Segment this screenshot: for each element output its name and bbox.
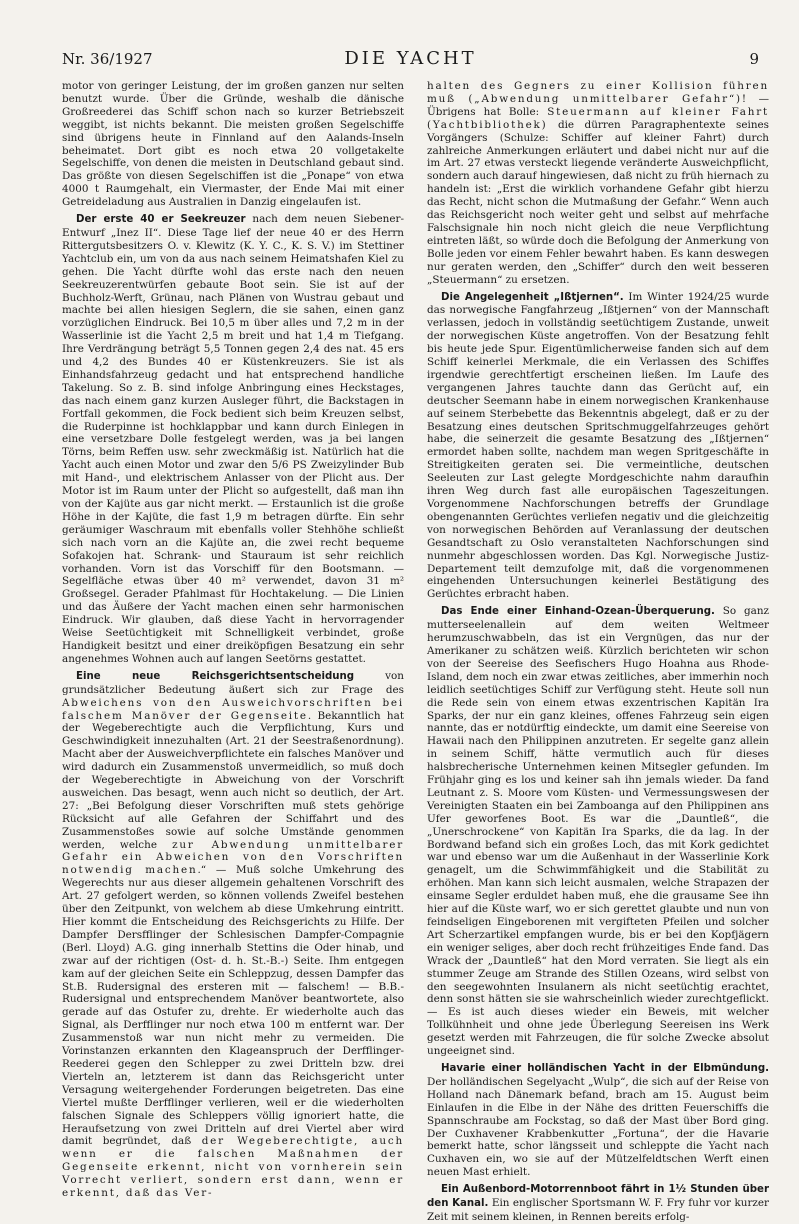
article-heading: Das Ende einer Einhand-Ozean-Überquerung. xyxy=(441,606,715,618)
article-reichsgericht xyxy=(62,670,404,1200)
article-body: Im Winter 1924/25 wurde das norwegische Fangfahrzeug „Ißtjernen“ von der Mannschaft verlassen, jedoch in vollständig seetüchtigem Zustande, unweit der norwegischen Küste angetroffen. Von der Besatzung fehlt bis heute jede Spur. Eigentümlicherweise fanden sich auf dem Schiff keinerlei Merkmale, die ein Verlassen des Schiffes irgendwie gerechtfertigt erscheinen ließen. Im Laufe des vergangenen Jahres tauchte dann das Gerücht auf, ein deutscher Seemann habe in einem norwegischen Krankenhause auf seinem Sterbebette das Bekenntnis abgelegt, daß er zu der Besatzung eines deutschen Spritschmuggelfahrzeuges gehört habe, die seinerzeit die gesamte Besatzung des „Ißtjernen“ ermordet haben sollte, nachdem man wegen Spritgeschäfte in Streitigkeiten geraten sei. Die vermeintliche, deutschen Seeleuten zur Last gelegte Mordgeschichte nahm daraufhin ihren Weg durch fast alle europäischen Tageszeitungen. Vorgenommene Nachforschungen betreffs der Grundlage obengenannten Gerüchtes verliefen negativ und die gleichzeitig von norwegischen Behörden auf Veranlassung der deutschen Gesandtschaft zu Oslo veranstalteten Nachforschungen sind nunmehr abgeschlossen worden. Das Kgl. Norwegische Justiz-Departement teilt demzufolge mit, daß die vorgenommenen eingehenden Untersuchungen keinerlei Bestätigung des Gerüchtes erbracht haben. xyxy=(427,290,769,601)
article-body: Der holländischen Segelyacht „Wulp“, die sich auf der Reise von Holland nach Dänemark befand, brach am 15. August beim Einlaufen in die Elbe in der Nähe des dritten Feuerschiffs die Spannschraube am Fockstag, so daß der Mast über Bord ging. Der Cuxhavener Krabbenkutter „Fortuna“, der die Havarie bemerkt hatte, schor längsseit und schleppte die Yacht nach Cuxhaven ein, wo sie auf der Mützelfeldtschen Werft einen neuen Mast erhielt. xyxy=(427,1075,769,1179)
paragraph-sailing-ships: motor von geringer Leistung, der im großen ganzen nur selten benutzt wurde. Über die Gründe, weshalb die dänische Großreederei das Schiff schon nach so kurzer Betriebszeit weggibt, ist nichts bekannt. Die meisten großen Segelschiffe sind übrigens heute in Finnland auf den Aalands-Inseln beheimatet. Dort gibt es noch etwa 20 vollgetakelte Segelschiffe, von denen die meisten in Deutschland gebaut sind. Das größte von diesen Segelschiffen ist die „Ponape“ von etwa 4000 t Raumgehalt, ein Viermaster, der Ende Mai mit einer Getreideladung aus Australien in Danzig eingelaufen ist. xyxy=(62,80,404,209)
article-isstjernen xyxy=(427,291,769,602)
article-text: von grundsätzlicher Bedeutung äußert sich zur Frage des xyxy=(62,669,404,696)
article-havarie-wulp xyxy=(427,1062,769,1179)
article-40er-seekreuzer xyxy=(62,213,404,666)
right-column xyxy=(427,80,769,1223)
article-body: So ganz mutterseelenallein auf dem weiten Weltmeer herumzuschwabbeln, das ist ein Vergnügen, das nur der Amerikaner zu schätzen weiß. Kürzlich berichteten wir schon von der Seereise des Seefischers Hugo Hoahna aus Rhode-Island, dem noch ein zwar etwas zeitliches, aber immerhin noch leidlich seetüchtiges Schiff zur Verfügung steht. Heute soll nun die Rede sein von einem etwas exzentrischen Kapitän Ira Sparks, der nur ein ganz kleines, offenes Fahrzeug sein eigen nannte, das er notdürftig eindeckte, um damit eine Seereise von Hawaii nach den Philippinen anzutreten. Er segelte ganz allein in seinem Schiff, hätte vermutlich auch für dieses halsbrecherische Unternehmen keinen Mitsegler gefunden. Im Frühjahr ging es los und keiner sah ihn jemals wieder. Da fand Leutnant z. S. Moore vom Küsten- und Vermessungswesen der Vereinigten Staaten ein bei Zamboanga auf den Philippinen ans Ufer geworfenes Boot. Es war die „Dauntleß“, die „Unerschrockene“ von Kapitän Ira Sparks, die da lag. In der Bordwand befand sich ein großes Loch, das mit Kork gedichtet war und ebenso war um die Außenhaut in der Wasserlinie Kork genagelt, um die Schwimmfähigkeit und die Stabilität zu erhöhen. Man kann sich leicht ausmalen, welche Strapazen der einsame Segler erduldet haben muß, ehe die grausame See ihn hier auf die Küste warf, wo er sich gerettet glaubte und nun von feindseligen Eingeborenen mit vergifteten Pfeilen und solcher Art Scherzartikel empfangen wurde, bis er bei den Kopfjägern ein weniger seliges, aber doch recht frühzeitiges Ende fand. Das Wrack der „Dauntleß“ hat den Mord verraten. Sie liegt als ein stummer Zeuge am Strande des Stillen Ozeans, wird selbst von den seegewohnten Insulanern als nicht seetüchtig erachtet, denn sonst hätten sie sie wahrscheinlich wieder zurechtgeflickt. — Es ist auch dieses wieder ein Beweis, mit welcher Tollkühnheit und ohne jede Überlegung Seereisen ins Werk gesetzt werden mit Fahrzeugen, die für solche Zwecke absolut ungeeignet sind. xyxy=(427,605,769,1058)
journal-title: DIE YACHT xyxy=(344,48,477,69)
spaced-emphasis: Abweichens von den Ausweichvorschriften bei falschem Manöver der Gegenseite xyxy=(62,696,404,722)
article-reichsgericht-continued xyxy=(427,80,769,287)
spaced-emphasis: Steuermann auf kleiner Fahrt (Yachtbibliothek) xyxy=(427,105,769,131)
article-heading: Havarie einer holländischen Yacht in der Elbmündung. xyxy=(441,1062,769,1074)
spaced-emphasis: zur Abwendung unmittelbarer Gefahr ein Abweichen von den Vorschriften notwendig machen xyxy=(62,838,404,877)
article-text: . Bekanntlich hat der Wegeberechtigte auch die Verpflichtung, Kurs und Geschwindigkeit innezuhalten (Art. 21 der Seestraßenordnung). Macht aber der Ausweichverpflichtete ein falsches Manöver und wird dadurch ein Zusammenstoß unvermeidlich, so muß doch der Wegeberechtigte in Abweichung von der Vorschrift ausweichen. Das besagt, wenn auch nicht so deutlich, der Art. 27: „Bei Befolgung dieser Vorschriften muß stets gehörige Rücksicht auf alle Gefahren der Schiffahrt und des Zusammenstoßes sowie auf solche Umstände genommen werden, welche xyxy=(62,709,404,851)
spaced-emphasis: halten des Gegners zu einer Kollision führen muß („Abwendung unmittelbarer Gefahr“)! xyxy=(427,80,769,105)
article-heading: Ein Außenbord-Motorrennboot fährt in 1½ Stunden über den Kanal. xyxy=(427,1184,769,1210)
article-text: — Übrigens hat Bolle: xyxy=(427,92,769,118)
article-text: .“ — Muß solche Umkehrung des Wegerechts nur aus dieser allgemein gehaltenen Vorschrift des Art. 27 gefolgert werden, so können vollends Zweifel bestehen über den Zeitpunkt, von welchem ab diese Umkehrung eintritt. Hier kommt die Entscheidung des Reichsgerichts zu Hilfe. Der Dampfer Dersfflinger der Schlesischen Dampfer-Compagnie (Berl. Lloyd) A.G. ging innerhalb Stettins die Oder hinab, und zwar auf der richtigen (Ost- d. h. St.-B.-) Seite. Ihm entgegen kam auf der gleichen Seite ein Schleppzug, dessen Dampfer das St.B. Rudersignal des ersteren mit — falschem! — B.B.-Rudersignal und entsprechendem Manöver beantwortete, also gerade auf das Ostufer zu, drehte. Er wiederholte auch das Signal, als Derfflinger nur noch etwa 100 m entfernt war. Der Zusammenstoß war nun nicht mehr zu vermeiden. Die Vorinstanzen erkannten den Klageanspruch der Derfflinger-Reederei gegen den Schlepper zu zwei Dritteln bzw. drei Vierteln an, letzterem ist dann das Reichsgericht unter Versagung weitergehender Forderungen beigetreten. Das eine Viertel mußte Derfflinger verlieren, weil er die wiederholten falschen Signale des Schleppers völlig ignoriert hatte, die Heraufsetzung von zwei Dritteln auf drei Viertel aber wird damit begründet, daß xyxy=(62,864,404,1148)
spaced-emphasis: der Wegeberechtigte, auch wenn er die falschen Maßnahmen der Gegenseite erkennt, nicht von vornherein sein Vorrecht verliert, sondern erst dann, wenn er erkennt, daß das Ver- xyxy=(62,1135,404,1200)
article-heading: Der erste 40 er Seekreuzer xyxy=(76,214,246,226)
page-header xyxy=(62,48,759,72)
left-column xyxy=(62,80,404,1200)
article-body: nach dem neuen Siebener-Entwurf „Inez II“. Diese Tage lief der neue 40 er des Herrn Rittergutsbesitzers O. v. Klewitz (K. Y. C., K. S. V.) im Stettiner Yachtclub ein, um von da aus nach seinem Heimatshafen Kiel zu gehen. Die Yacht dürfte wohl das erste nach den neuen Seekreuzerentwürfen gebaute Boot sein. Sie ist auf der Buchholz-Werft, Grünau, nach Plänen von Wustrau gebaut und machte bei allen hiesigen Seglern, die sie sahen, einen ganz vorzüglichen Eindruck. Bei 10,5 m über alles und 7,2 m in der Wasserlinie ist die Yacht 2,5 m breit und hat 1,4 m Tiefgang. Ihre Verdrängung beträgt 5,5 Tonnen gegen 2,4 des nat. 45 ers und 4,2 des Bundes 40 er Küstenkreuzers. Sie ist als Einhandsfahrzeug gedacht und hat entsprechend handliche Takelung. So z. B. sind infolge Anbringung eines Heckstages, das nach einem ganz kurzen Ausleger führt, die Backstagen in Fortfall gekommen, die Fock bedient sich beim Kreuzen selbst, die Ruderpinne ist hochklappbar und kann durch Einlegen in eine versetzbare Dolle festgelegt werden, was ja bei langen Törns, beim Reffen usw. sehr zweckmäßig ist. Natürlich hat die Yacht auch einen Motor und zwar den 5/6 PS Zweizylinder Bub mit Hand-, und elektrischem Anlasser von der Plicht aus. Der Motor ist im Raum unter der Plicht so aufgestellt, daß man ihn von der Kajüte aus gar nicht merkt. — Erstaunlich ist die große Höhe in der Kajüte, die fast 1,9 m betragen dürfte. Ein sehr geräumiger Waschraum mit ebenfalls voller Stehhöhe schließt sich nach vorn an die Kajüte an, die zwei recht bequeme Sofakojen hat. Schrank- und Stauraum ist sehr reichlich vorhanden. Vorn ist das Vorschiff für den Bootsmann. — Segelfläche etwas über 40 m² verwendet, davon 31 m² Großsegel. Gerader Pfahlmast für Hochtakelung. — Die Linien und das Äußere der Yacht machen einen sehr harmonischen Eindruck. Wir glauben, daß diese Yacht in hervorragender Weise Seetüchtigkeit mit Schnelligkeit verbindet, große Handigkeit besitzt und einer dreiköpfigen Besatzung ein sehr angenehmes Wohnen auch auf langen Seetörns gestattet. xyxy=(62,213,404,665)
article-body: Ein englischer Sportsmann W. F. Fry fuhr vor kurzer Zeit mit seinem kleinen, in Rennen bereits erfolg- xyxy=(427,1197,769,1223)
article-text: die dürren Paragraphentexte seines Vorgängers (Schulze: Schiffer auf kleiner Fahrt) durch zahlreiche Anmerkungen erläutert und dabei nicht nur auf die im Art. 27 etwas versteckt liegende veränderte Ausweichpflicht, sondern auch darauf hingewiesen, daß nicht zu früh hiernach zu handeln ist: „Erst die wirklich vorhandene Gefahr gibt hierzu das Recht, nicht schon die Mutmaßung der Gefahr.“ Wenn auch das Reichsgericht noch weiter geht und selbst auf mehrfache Falschsignale hin noch nicht gleich die neue Verpflichtung eintreten läßt, so würde doch die Befolgung der Anmerkung von Bolle jeden vor einem Fehler bewahrt haben. Es kann deswegen nur geraten werden, den „Schiffer“ durch den weit besseren „Steuermann“ zu ersetzen. xyxy=(427,118,769,286)
page-number: 9 xyxy=(749,50,759,68)
article-einhand-ozean xyxy=(427,605,769,1058)
article-heading: Die Angelegenheit „Ißtjernen“. xyxy=(441,291,624,303)
article-aussenbord-motorboot xyxy=(427,1183,769,1224)
article-heading: Eine neue Reichsgerichtsentscheidung xyxy=(76,670,355,682)
issue-number: Nr. 36/1927 xyxy=(62,50,153,68)
